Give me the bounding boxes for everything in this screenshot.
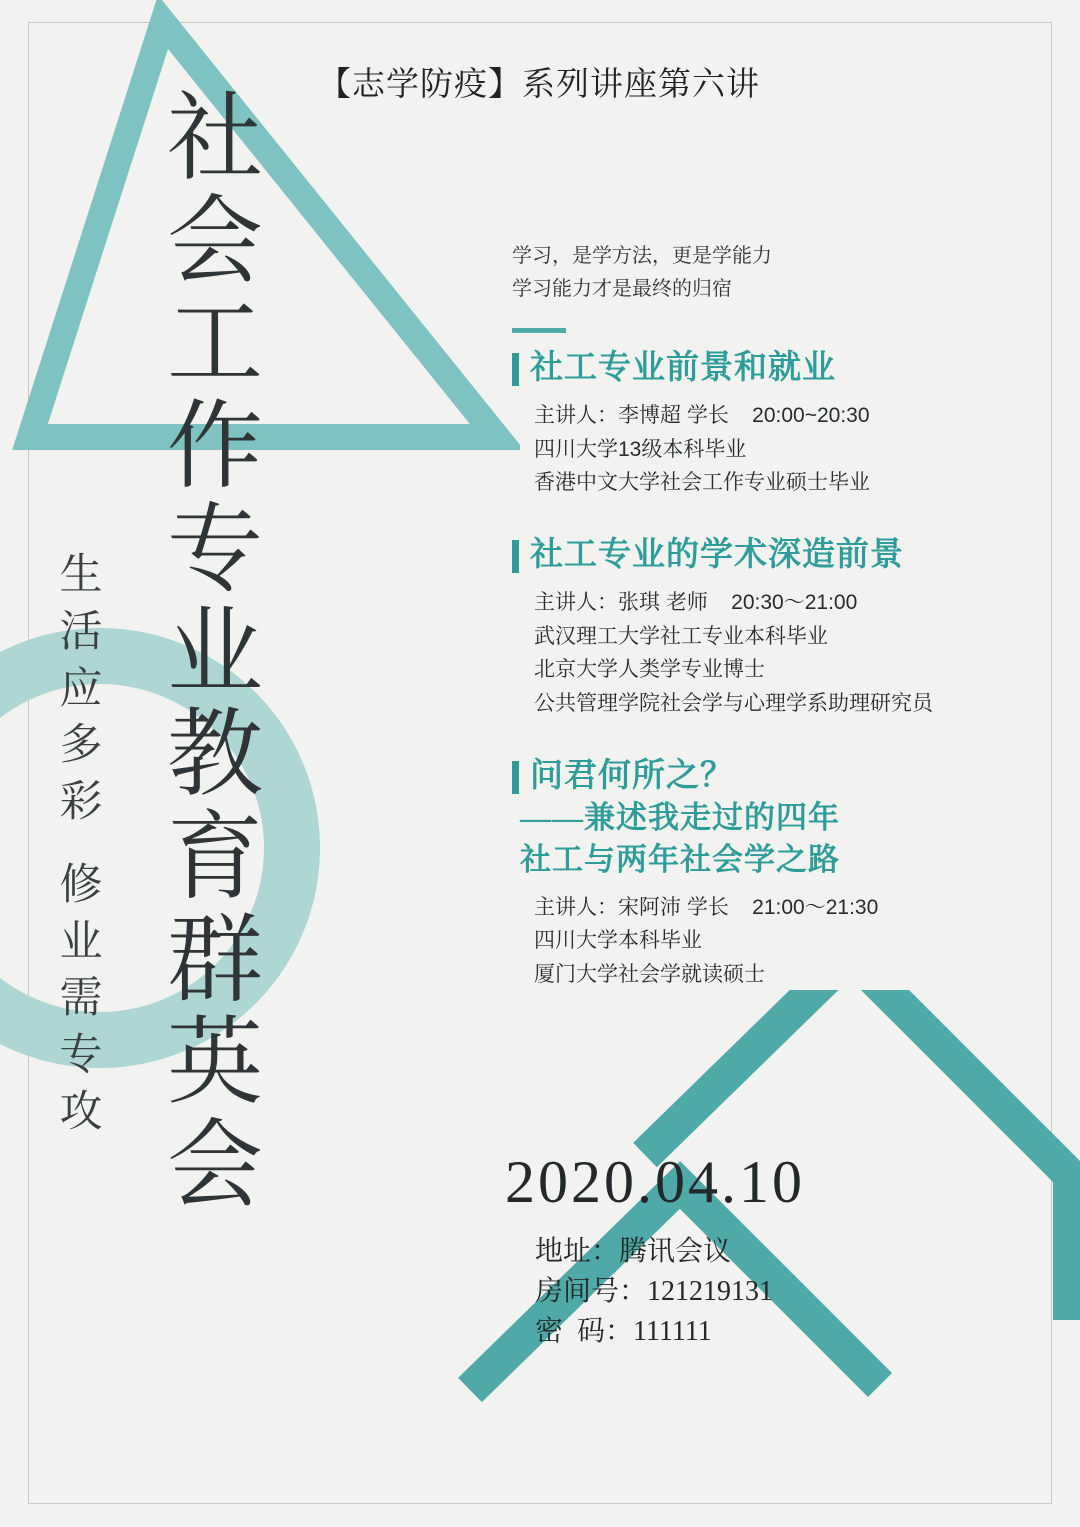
poster-vertical-title: [150, 85, 282, 1220]
meeting-room-number: 房间号：121219131: [535, 1275, 774, 1307]
vtitle-char: 业: [167, 598, 265, 706]
section-divider: [512, 328, 566, 333]
page-header: 【志学防疫】系列讲座第六讲: [318, 67, 760, 103]
session-detail-line: 厦门大学社会学就读硕士: [534, 962, 765, 986]
meeting-info: [535, 1232, 773, 1351]
session-title: 问君何所之？: [530, 757, 734, 794]
session-detail-line: 四川大学13级本科毕业: [534, 437, 747, 461]
session-title: 社工专业前景和就业: [530, 350, 836, 386]
session-item: [512, 534, 1032, 721]
vsub-char: 多: [59, 722, 103, 770]
vtitle-char: 英: [167, 1009, 265, 1117]
vsub-spacer: [46, 832, 116, 858]
session-accent-bar: [512, 761, 519, 794]
session-detail-line: 武汉理工大学社工专业本科毕业: [534, 624, 828, 648]
session-item: [512, 755, 1032, 992]
session-accent-bar: [512, 353, 519, 386]
session-title: 社工专业的学术深造前景: [530, 537, 904, 574]
session-detail-line: 四川大学本科毕业: [534, 929, 702, 953]
vsub-char: 需: [59, 975, 103, 1023]
poster-vertical-subtitle: [46, 548, 116, 1142]
vsub-char: 专: [59, 1032, 103, 1079]
meeting-password: 密 码：111111: [535, 1315, 712, 1347]
meeting-address: 地址：腾讯会议: [535, 1236, 732, 1267]
vtitle-char: 工: [167, 290, 265, 398]
tagline-line: 学习能力才是最终的归宿: [512, 278, 732, 300]
session-accent-bar: [512, 540, 519, 573]
vtitle-char: 教: [167, 701, 265, 809]
session-title-extra: 社工与两年社会学之路: [520, 841, 840, 877]
vsub-char: 生: [59, 552, 103, 599]
session-details: [534, 586, 1032, 720]
vtitle-char: 作: [167, 393, 265, 501]
vsub-char: 攻: [59, 1088, 103, 1136]
session-detail-line: 香港中文大学社会工作专业硕士毕业: [534, 471, 870, 495]
session-title-extra: ——兼述我走过的四年: [520, 799, 840, 835]
session-detail-line: 北京大学人类学专业博士: [534, 658, 765, 682]
vsub-char: 应: [59, 665, 103, 713]
vtitle-char: 社: [167, 85, 265, 192]
vsub-char: 彩: [59, 779, 103, 826]
session-detail-line: 主讲人：宋阿沛 学长 21:00～21:30: [534, 895, 879, 919]
session-detail-line: 主讲人：张琪 老师 20:30～21:00: [534, 591, 858, 615]
event-date: 2020.04.10: [505, 1149, 805, 1215]
vtitle-char: 会: [167, 187, 265, 295]
vsub-char: 活: [59, 608, 103, 656]
vtitle-char: 专: [167, 495, 265, 603]
tagline: [512, 240, 1032, 306]
vtitle-char: 育: [167, 804, 265, 912]
session-details: [534, 399, 1032, 500]
tagline-line: 学习，是学方法，更是学能力: [512, 245, 772, 267]
session-item: [512, 347, 1032, 500]
vtitle-char: 群: [167, 906, 265, 1014]
vsub-char: 业: [59, 918, 103, 966]
vtitle-char: 会: [167, 1112, 265, 1220]
session-detail-line: 公共管理学院社会学与心理学系助理研究员: [534, 692, 933, 716]
session-details: [534, 891, 1032, 992]
vsub-char: 修: [59, 861, 103, 909]
session-detail-line: 主讲人：李博超 学长 20:00~20:30: [534, 404, 870, 428]
session-list: [512, 240, 1032, 1025]
